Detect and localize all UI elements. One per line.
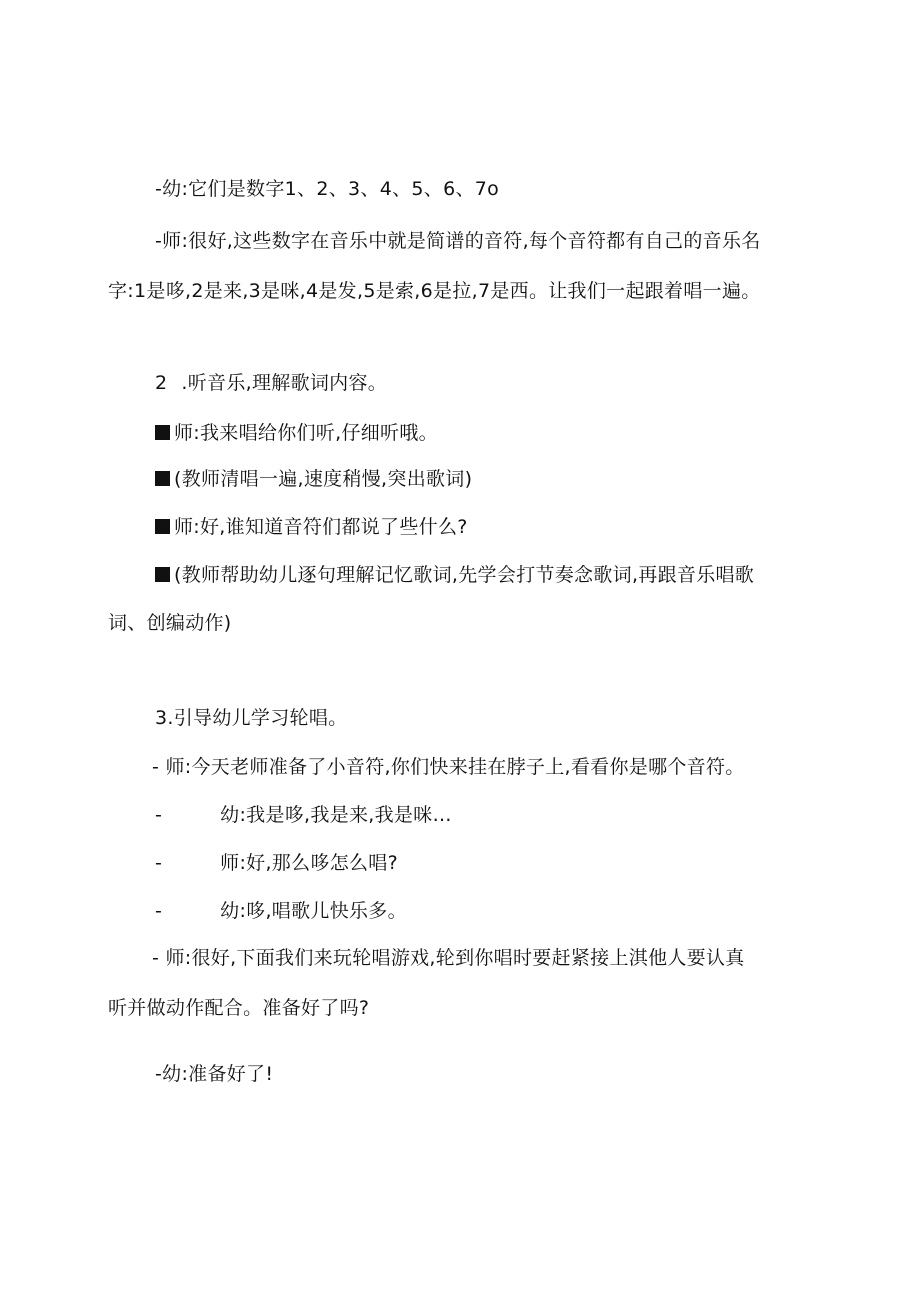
square-bullet-icon: [155, 567, 170, 582]
square-bullet-icon: [155, 471, 170, 486]
dialogue-line: [155, 899, 407, 923]
dash-marker: -: [155, 900, 163, 922]
dash-marker: -: [155, 852, 163, 874]
line-children-ready: -幼:准备好了!: [155, 1063, 274, 1085]
list-item-text: (教师清唱一遍,速度稍慢,突出歌词): [174, 468, 473, 490]
list-item-text: (教师帮助幼儿逐句理解记忆歌词,先学会打节奏念歌词,再跟音乐唱歌: [174, 564, 755, 586]
list-item-bullet: [155, 467, 472, 491]
section-heading-2: [155, 371, 387, 395]
line-round-game-2: 听并做动作配合。准备好了吗?: [108, 997, 370, 1019]
list-item-continuation: 词、创编动作): [108, 612, 232, 634]
line-children-numbers: -幼:它们是数字1、2、3、4、5、6、7o: [155, 178, 500, 200]
section-heading-3: 3.引导幼儿学习轮唱。: [155, 707, 348, 729]
list-item-bullet: [155, 563, 754, 587]
line-teacher-notes-2: 字:1是哆,2是来,3是咪,4是发,5是索,6是拉,7是西。让我们一起跟着唱一遍。: [108, 280, 761, 302]
line-round-game-1: - 师:很好,下面我们来玩轮唱游戏,轮到你唱时要赶紧接上淇他人要认真: [152, 947, 745, 969]
line-teacher-notes-1: -师:很好,这些数字在音乐中就是简谱的音符,每个音符都有自己的音乐名: [155, 230, 761, 252]
list-item-bullet: [155, 421, 438, 445]
list-item-text: 师:好,谁知道音符们都说了些什么?: [174, 516, 468, 538]
dialogue-text: 师:好,那么哆怎么唱?: [220, 852, 398, 874]
dialogue-text: 幼:我是哆,我是来,我是咪…: [220, 804, 452, 826]
dialogue-line: [155, 851, 398, 875]
list-item-text: 师:我来唱给你们听,仔细听哦。: [174, 422, 438, 444]
section-number: 2: [155, 372, 168, 394]
dash-marker: -: [155, 804, 163, 826]
dialogue-text: 幼:哆,唱歌儿快乐多。: [220, 900, 407, 922]
section-title: .听音乐,理解歌词内容。: [181, 372, 388, 394]
list-item-bullet: [155, 515, 468, 539]
line-teacher-prepared: - 师:今天老师准备了小音符,你们快来挂在脖子上,看看你是哪个音符。: [152, 756, 745, 778]
dialogue-line: [155, 803, 452, 827]
square-bullet-icon: [155, 519, 170, 534]
square-bullet-icon: [155, 425, 170, 440]
